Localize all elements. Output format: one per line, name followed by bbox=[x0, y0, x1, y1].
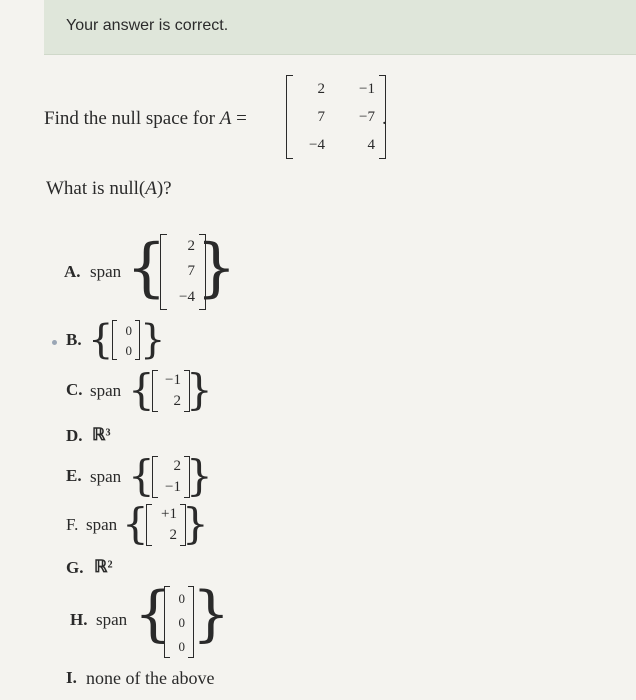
vector: 0 0 0 bbox=[164, 586, 194, 658]
matrix-cell: 2 bbox=[317, 80, 325, 97]
matrix-cell: 4 bbox=[367, 136, 375, 153]
option-g[interactable]: G. ℝ² bbox=[66, 557, 113, 577]
question-text: Find the null space for A = bbox=[44, 108, 247, 129]
option-e[interactable]: E. span { 2 −1 } bbox=[66, 451, 213, 500]
feedback-banner bbox=[44, 0, 636, 55]
vector: −1 2 bbox=[152, 370, 190, 412]
feedback-text: Your answer is correct. bbox=[66, 17, 229, 34]
vector: +1 2 bbox=[146, 504, 186, 546]
option-d[interactable]: D. ℝ³ bbox=[66, 425, 111, 445]
option-c[interactable]: C. span { −1 2 } bbox=[66, 365, 213, 414]
matrix-cell: −1 bbox=[359, 80, 375, 97]
radio-dot bbox=[52, 340, 57, 345]
vector: 0 0 bbox=[112, 320, 140, 360]
matrix-cell: −7 bbox=[359, 108, 375, 125]
option-f[interactable]: F. span { +1 2 } bbox=[66, 499, 209, 548]
option-i[interactable]: I. none of the above bbox=[66, 668, 215, 688]
matrix-a bbox=[286, 75, 386, 159]
matrix-cell: −4 bbox=[309, 136, 325, 153]
question-period: . bbox=[382, 108, 387, 129]
vector: 2 −1 bbox=[152, 456, 190, 498]
matrix-cell: 7 bbox=[317, 108, 325, 125]
vector: 2 7 −4 bbox=[160, 234, 206, 310]
option-h[interactable]: H. span { 0 0 0 } bbox=[60, 580, 280, 662]
option-a[interactable]: A. span { 2 7 −4 } bbox=[60, 230, 260, 318]
subquestion-text: What is null(A)? bbox=[46, 178, 172, 199]
option-b[interactable]: B. { 0 0 } bbox=[66, 317, 166, 363]
